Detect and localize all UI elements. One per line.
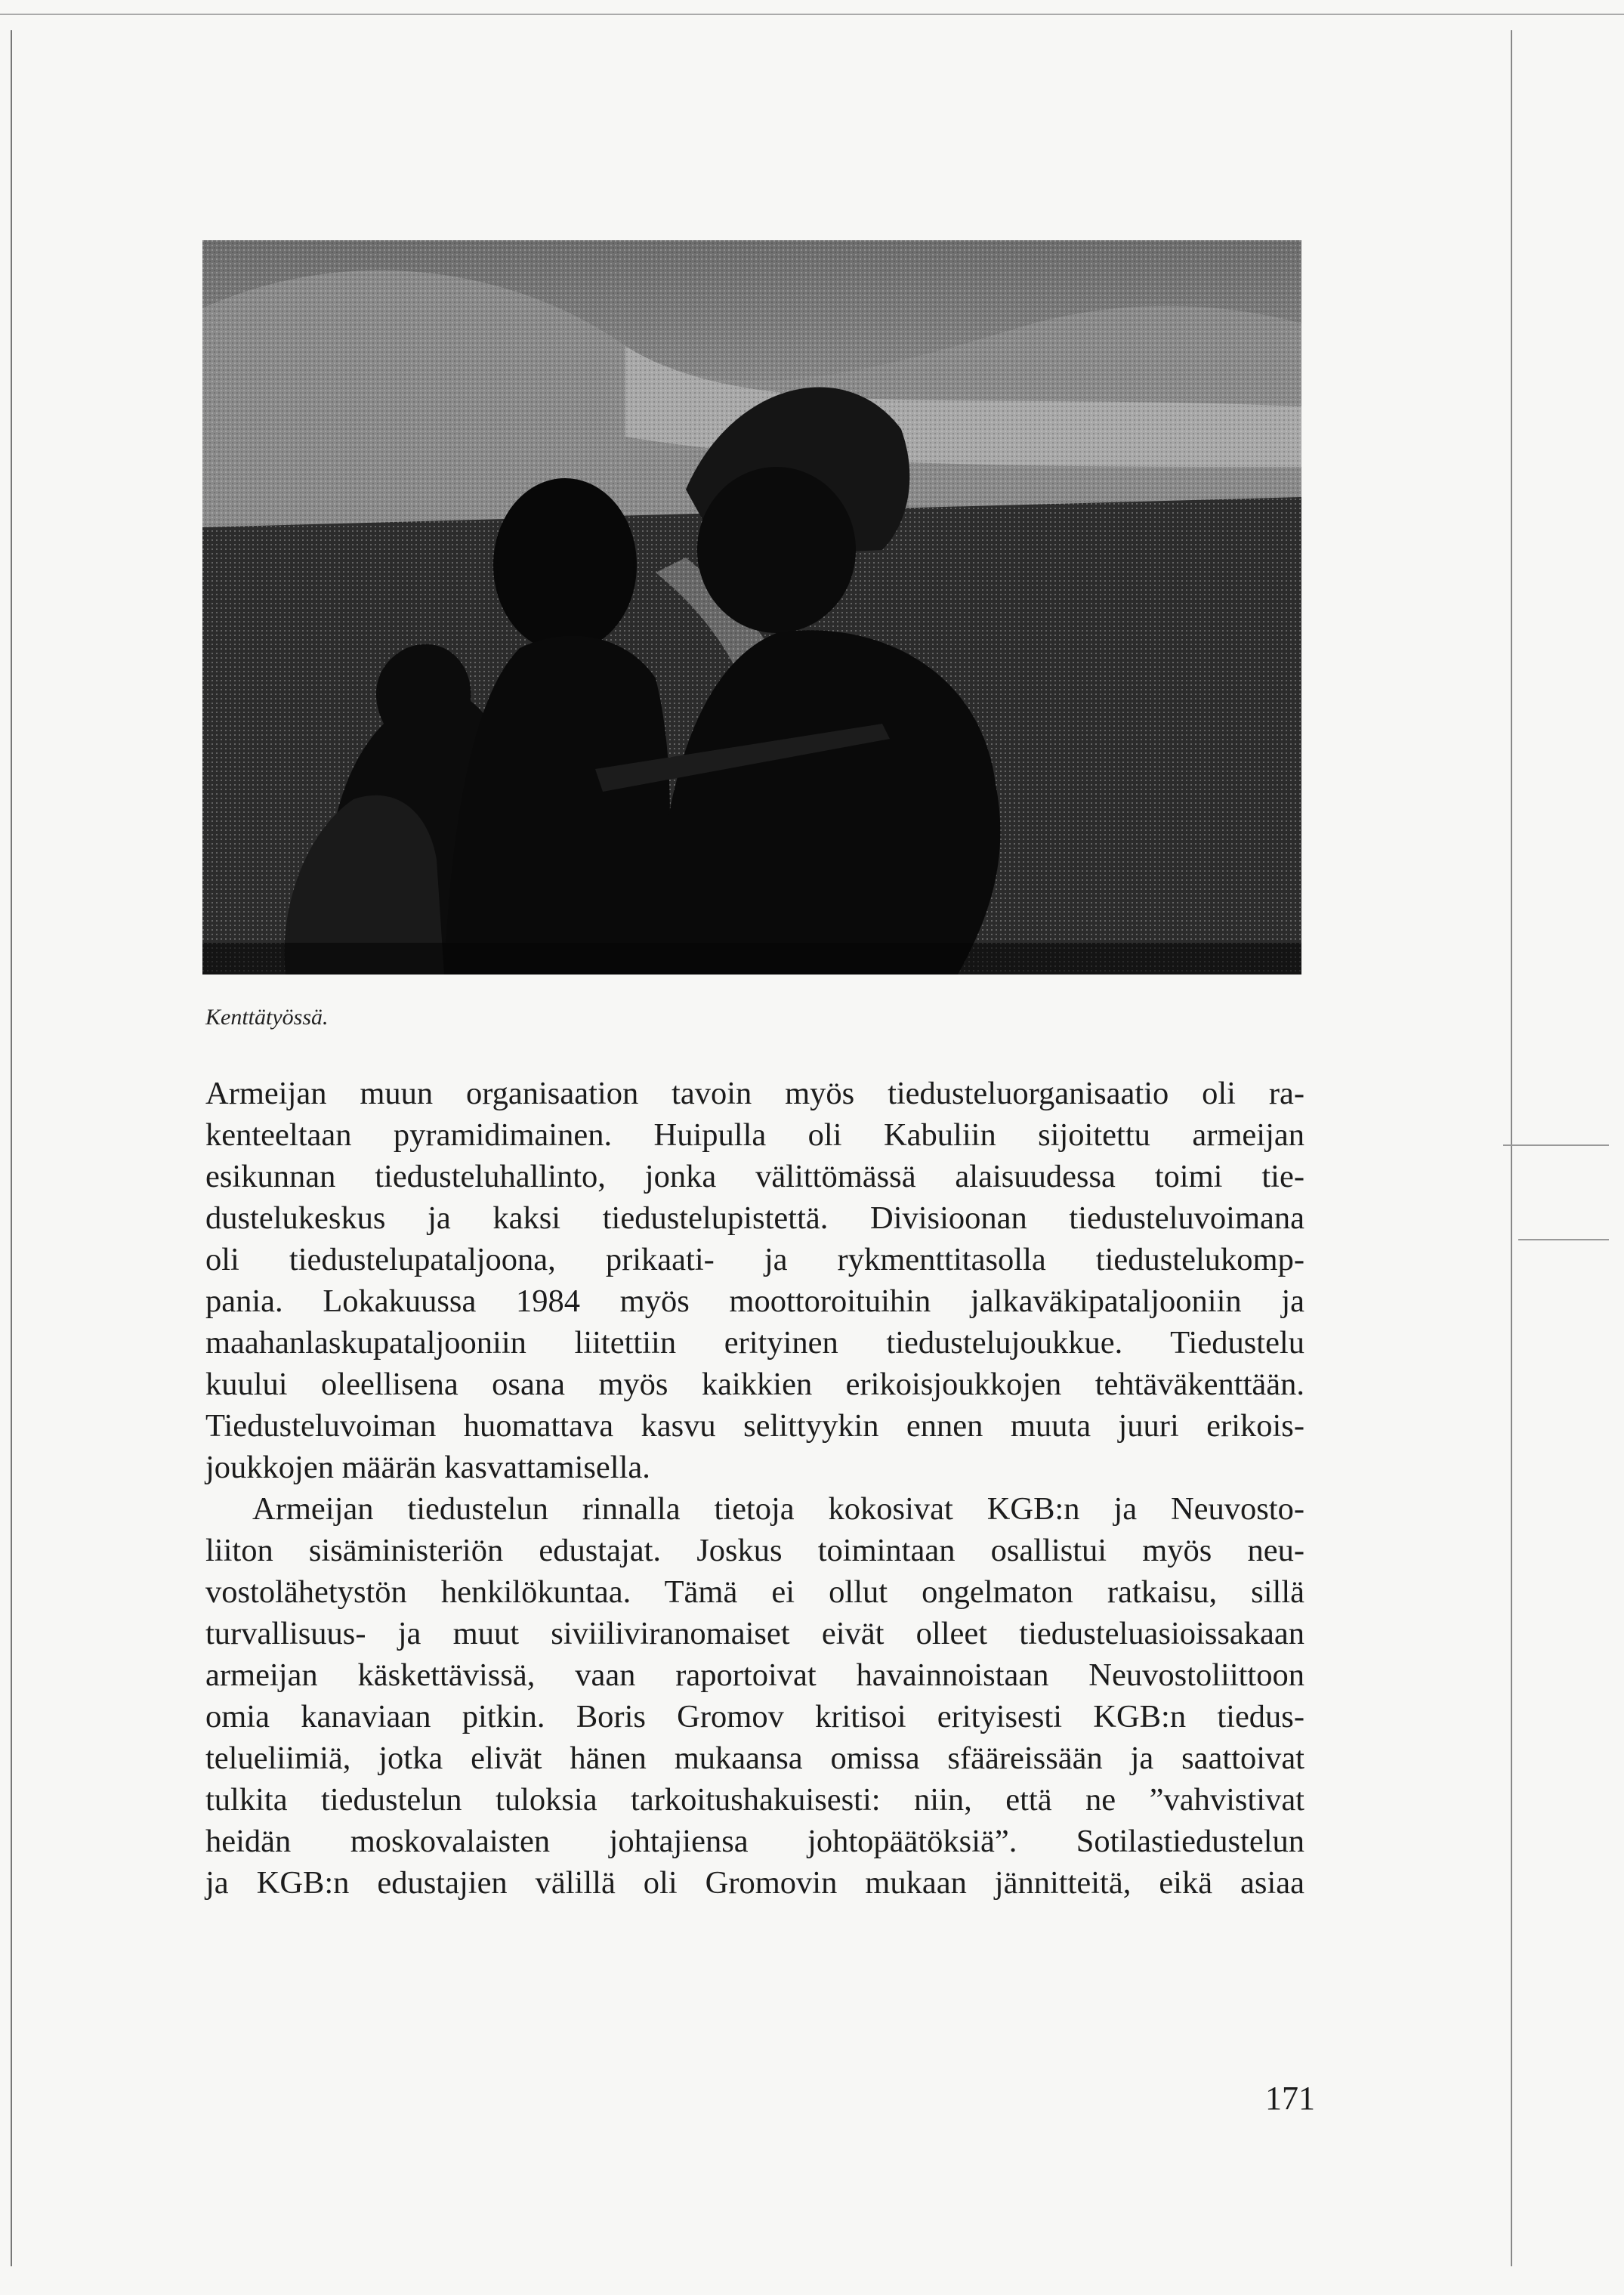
text-line: joukkojen määrän kasvattamisella. [205, 1450, 650, 1485]
text-line: kuului oleellisena osana myös kaikkien erikoisjoukkojen tehtäväkenttään. [205, 1367, 1304, 1402]
body-text [205, 1073, 1304, 1904]
text-line: vostolähetystön henkilökuntaa. Tämä ei ollut ongelmaton ratkaisu, sillä [205, 1574, 1304, 1610]
page-number: 171 [1265, 2080, 1315, 2117]
margin-mark [1518, 1239, 1609, 1240]
text-line: heidän moskovalaisten johtajiensa johtopäätöksiä”. Sotilastiedustelun [205, 1824, 1304, 1859]
text-line: oli tiedustelupataljoona, prikaati- ja rykmenttitasolla tiedustelukomp- [205, 1242, 1304, 1277]
text-line: esikunnan tiedusteluhallinto, jonka välittömässä alaisuudessa toimi tie- [205, 1159, 1304, 1194]
text-line: telueliimiä, jotka elivät hänen mukaansa omissa sfääreissään ja saattoivat [205, 1741, 1304, 1776]
text-line: pania. Lokakuussa 1984 myös moottoroituihin jalkaväkipataljooniin ja [205, 1283, 1304, 1319]
photo-image [202, 240, 1301, 975]
figure-caption: Kenttätyössä. [205, 1005, 329, 1030]
text-line: tulkita tiedustelun tuloksia tarkoitushakuisesti: niin, että ne ”vahvistivat [205, 1782, 1304, 1818]
text-line: maahanlaskupataljooniin liitettiin erityinen tiedustelujoukkue. Tiedustelu [205, 1325, 1304, 1361]
text-line: Tiedusteluvoiman huomattava kasvu selittyykin ennen muuta juuri erikois- [205, 1408, 1304, 1444]
text-line: liiton sisäministeriön edustajat. Joskus toimintaan osallistui myös neu- [205, 1533, 1304, 1568]
text-line: armeijan käskettävissä, vaan raportoivat havainnoistaan Neuvostoliittoon [205, 1657, 1304, 1693]
margin-mark [1503, 1144, 1609, 1146]
scan-edge-right [1511, 30, 1512, 2266]
text-line: ja KGB:n edustajien välillä oli Gromovin mukaan jännitteitä, eikä asiaa [205, 1865, 1304, 1901]
text-line: omia kanaviaan pitkin. Boris Gromov kritisoi erityisesti KGB:n tiedus- [205, 1699, 1304, 1734]
field-work-photo [202, 240, 1301, 975]
text-line: Armeijan tiedustelun rinnalla tietoja kokosivat KGB:n ja Neuvosto- [252, 1491, 1304, 1527]
text-line: dustelukeskus ja kaksi tiedustelupistettä. Divisioonan tiedusteluvoimana [205, 1200, 1304, 1236]
text-line: Armeijan muun organisaation tavoin myös tiedusteluorganisaatio oli ra- [205, 1076, 1304, 1111]
text-line: kenteeltaan pyramidimainen. Huipulla oli Kabuliin sijoitettu armeijan [205, 1117, 1304, 1153]
scan-edge-top [0, 14, 1624, 15]
scan-edge-left [11, 30, 12, 2266]
text-line: turvallisuus- ja muut siviiliviranomaiset eivät olleet tiedusteluasioissakaan [205, 1616, 1304, 1651]
